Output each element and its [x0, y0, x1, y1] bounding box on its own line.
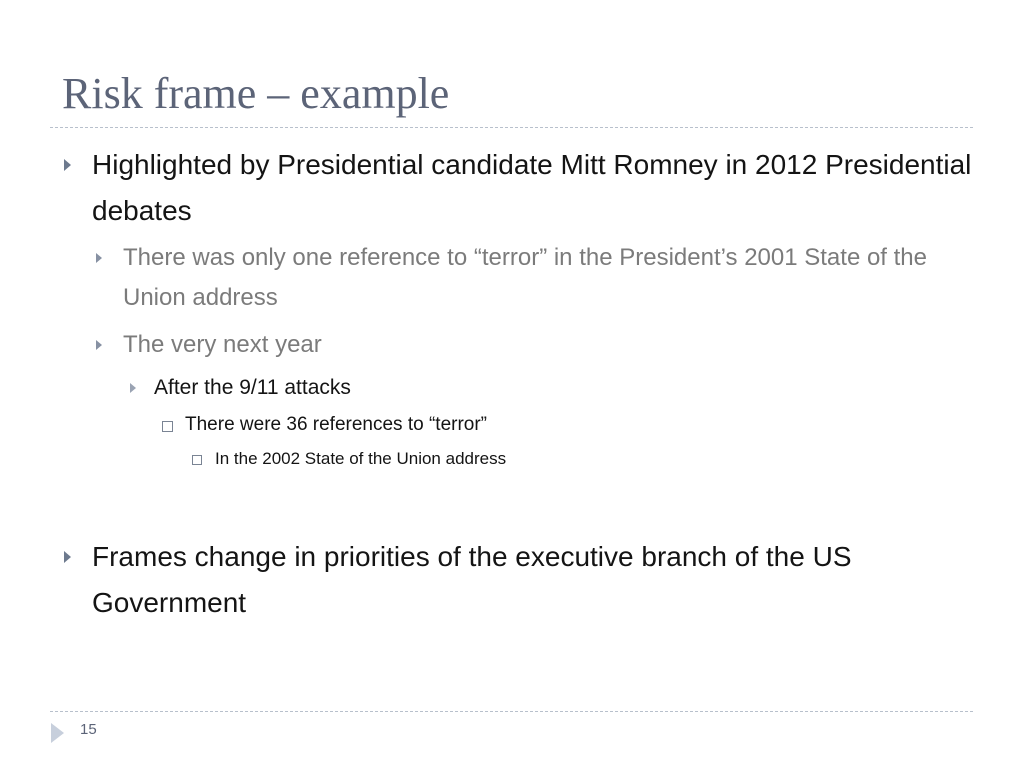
bullet-text: The very next year — [123, 331, 322, 358]
triangle-bullet-icon — [64, 159, 71, 171]
footer-divider — [50, 711, 973, 712]
bullet-text: Highlighted by Presidential candidate Mitt Romney in 2012 Presidential debates — [92, 149, 972, 226]
bullet-text: Frames change in priorities of the executive branch of the US Government — [92, 541, 852, 618]
square-bullet-icon — [162, 421, 173, 432]
bullet-text: There were 36 references to “terror” — [185, 414, 488, 435]
triangle-bullet-icon — [96, 340, 102, 350]
footer-triangle-icon — [51, 723, 64, 743]
square-bullet-icon — [192, 455, 202, 465]
triangle-bullet-icon — [96, 253, 102, 263]
title-divider — [50, 127, 973, 128]
bullet-text: In the 2002 State of the Union address — [215, 449, 507, 468]
slide-title: Risk frame – example — [62, 69, 450, 118]
bullet-text: There was only one reference to “terror” in the President’s 2001 State of the Union address — [123, 244, 927, 311]
page-number: 15 — [80, 721, 97, 738]
triangle-bullet-icon — [64, 551, 71, 563]
bullet-text: After the 9/11 attacks — [154, 376, 351, 399]
triangle-bullet-icon — [130, 383, 136, 393]
